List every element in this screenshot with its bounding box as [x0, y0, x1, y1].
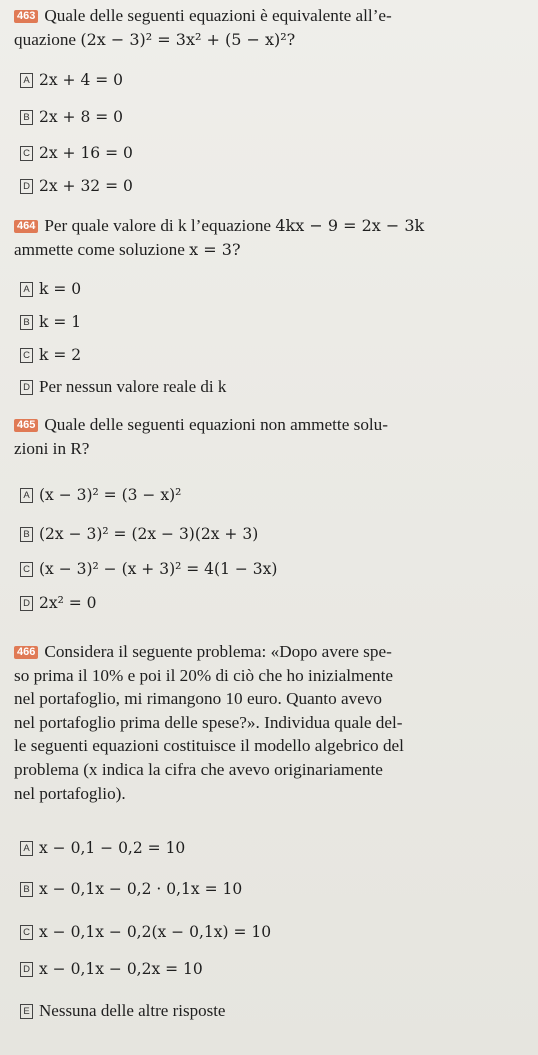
question-464-solution: x = 3? [189, 239, 241, 259]
question-466-line: problema (x indica la cifra che avevo originariamente [14, 759, 383, 779]
option-letter-box: C [20, 348, 33, 363]
question-465-text-b: zioni in R? [14, 438, 90, 458]
option-letter-box: B [20, 110, 33, 125]
option-text: k = 1 [39, 313, 82, 331]
question-464-text-a: Per quale valore di k l’equazione [44, 216, 276, 235]
option-text: (x − 3)² = (3 − x)² [39, 486, 182, 504]
question-464-equation: 4kx − 9 = 2x − 3k [275, 216, 425, 235]
answer-option-466-c[interactable] [20, 921, 271, 943]
question-466-line: nel portafoglio prima delle spese?». Individua quale del- [14, 712, 403, 732]
answer-option-465-c[interactable] [20, 558, 277, 580]
answer-option-464-d[interactable] [20, 376, 226, 398]
option-letter-box: C [20, 562, 33, 577]
answer-option-466-e[interactable] [20, 1000, 225, 1022]
answer-option-464-c[interactable] [20, 344, 81, 366]
answer-option-465-a[interactable] [20, 484, 181, 506]
option-text: 2x + 4 = 0 [39, 71, 124, 89]
option-text: 2x + 8 = 0 [39, 108, 124, 126]
option-text: x − 0,1x − 0,2x = 10 [39, 960, 203, 978]
question-466 [14, 640, 529, 805]
option-letter-box: A [20, 282, 33, 297]
option-text: 2x + 16 = 0 [39, 144, 133, 162]
option-text: Nessuna delle altre risposte [39, 1001, 226, 1020]
answer-option-464-a[interactable] [20, 278, 81, 300]
option-text: 2x + 32 = 0 [39, 177, 133, 195]
question-466-line: so prima il 10% e poi il 20% di ciò che ho inizialmente [14, 665, 393, 685]
answer-option-465-d[interactable] [20, 592, 97, 614]
option-letter-box: B [20, 527, 33, 542]
option-text: Per nessun valore reale di k [39, 377, 227, 396]
option-text: x − 0,1x − 0,2(x − 0,1x) = 10 [39, 923, 272, 941]
answer-option-465-b[interactable] [20, 523, 258, 545]
question-463 [14, 4, 529, 51]
question-number-badge: 463 [14, 10, 38, 23]
option-letter-box: D [20, 179, 33, 194]
option-text: k = 2 [39, 346, 82, 364]
answer-option-463-a[interactable] [20, 69, 123, 91]
option-letter-box: D [20, 962, 33, 977]
question-466-line: nel portafoglio). [14, 783, 126, 803]
question-466-line: le seguenti equazioni costituisce il modello algebrico del [14, 736, 404, 756]
option-letter-box: B [20, 315, 33, 330]
option-text: 2x² = 0 [39, 594, 97, 612]
answer-option-466-d[interactable] [20, 958, 203, 980]
answer-option-464-b[interactable] [20, 311, 81, 333]
option-letter-box: C [20, 925, 33, 940]
answer-option-463-d[interactable] [20, 175, 133, 197]
option-letter-box: E [20, 1004, 33, 1019]
option-letter-box: D [20, 380, 33, 395]
option-text: (x − 3)² − (x + 3)² = 4(1 − 3x) [39, 560, 278, 578]
answer-option-466-a[interactable] [20, 837, 185, 859]
option-text: (2x − 3)² = (2x − 3)(2x + 3) [39, 525, 259, 543]
option-letter-box: D [20, 596, 33, 611]
question-463-equation: (2x − 3)² = 3x² + (5 − x)²? [80, 29, 296, 49]
question-465-text-a: Quale delle seguenti equazioni non ammette solu- [44, 415, 389, 434]
question-464-text-b: ammette come soluzione [14, 239, 190, 259]
question-number-badge: 466 [14, 646, 38, 659]
question-463-text [14, 4, 529, 51]
question-466-line: nel portafoglio, mi rimangono 10 euro. Quanto avevo [14, 689, 383, 709]
answer-option-463-c[interactable] [20, 142, 133, 164]
question-466-text [14, 640, 529, 805]
question-463-text-a: Quale delle seguenti equazioni è equivalente all’e- [44, 6, 392, 25]
option-letter-box: C [20, 146, 33, 161]
question-463-text-b: quazione [14, 29, 81, 49]
option-text: x − 0,1x − 0,2 · 0,1x = 10 [39, 880, 243, 898]
answer-option-466-b[interactable] [20, 878, 242, 900]
question-number-badge: 465 [14, 419, 38, 432]
question-465-text [14, 413, 529, 460]
option-letter-box: A [20, 841, 33, 856]
option-letter-box: A [20, 488, 33, 503]
question-465 [14, 413, 529, 460]
answer-option-463-b[interactable] [20, 106, 123, 128]
question-466-line: Considera il seguente problema: «Dopo avere spe- [44, 642, 392, 661]
question-464-text [14, 214, 529, 261]
question-464 [14, 214, 529, 261]
option-text: k = 0 [39, 280, 82, 298]
option-letter-box: A [20, 73, 33, 88]
option-letter-box: B [20, 882, 33, 897]
question-number-badge: 464 [14, 220, 38, 233]
option-text: x − 0,1 − 0,2 = 10 [39, 839, 186, 857]
